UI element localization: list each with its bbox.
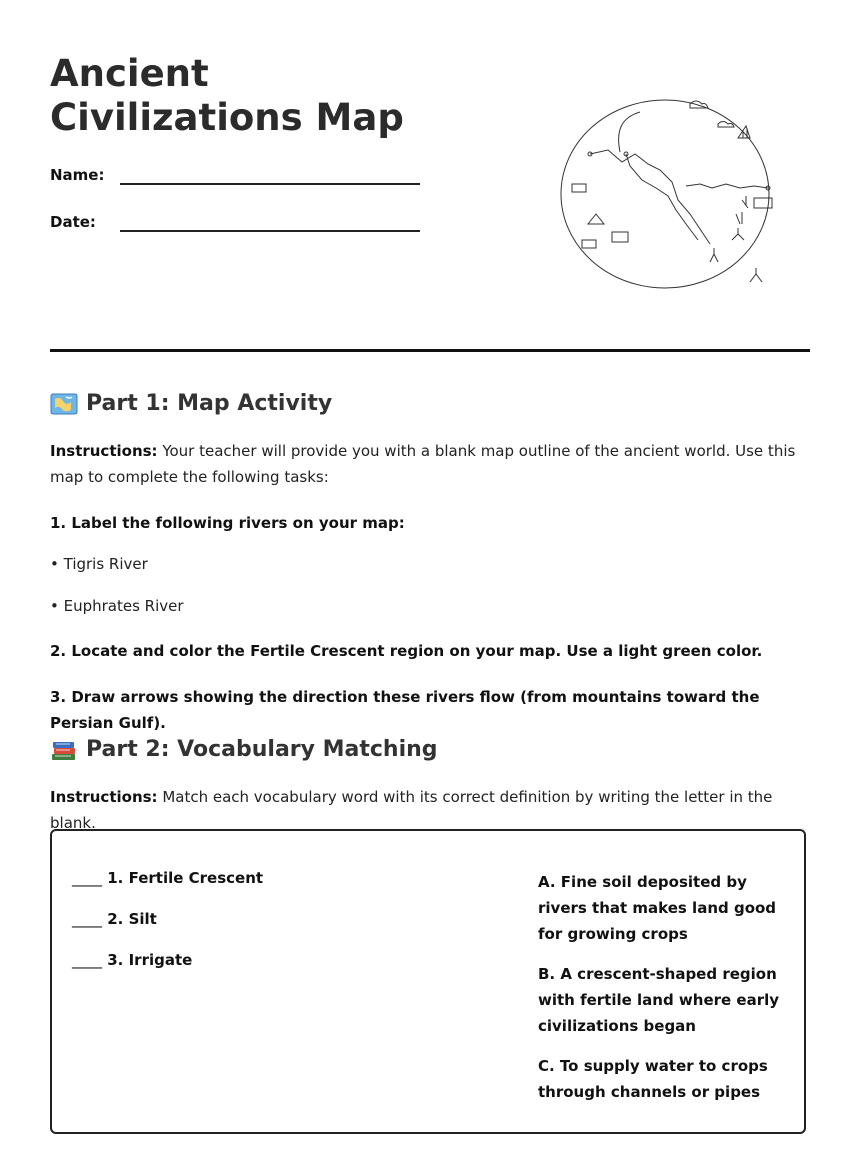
coast-curve [619, 112, 640, 152]
name-label: Name: [50, 166, 105, 184]
header-divider [50, 349, 810, 352]
part1-instructions [50, 438, 810, 490]
map-icon [50, 391, 78, 417]
name-field [50, 166, 120, 184]
part1-heading [50, 390, 332, 418]
date-blank-line [120, 230, 420, 232]
date-field [50, 213, 120, 231]
vocabulary-term [72, 951, 263, 992]
part1-instructions-text: Your teacher will provide you with a blank map outline of the ancient world. Use this map to complete the following tasks: [50, 442, 796, 486]
pyramid-1 [588, 214, 604, 224]
answer-blank: ____ [72, 869, 102, 887]
river-item-euphrates: • Euphrates River [50, 597, 184, 615]
vocabulary-term [72, 910, 263, 951]
house-1 [572, 184, 586, 192]
figure-3 [732, 228, 744, 240]
river-line-1 [590, 150, 710, 244]
answer-blank: ____ [72, 910, 102, 928]
part2-instructions-label: Instructions: [50, 788, 158, 806]
name-blank-line [120, 183, 420, 185]
term-text: 2. Silt [107, 910, 157, 928]
task-1: 1. Label the following rivers on your map: [50, 514, 405, 532]
definitions-list [538, 869, 798, 1119]
term-text: 1. Fertile Crescent [107, 869, 264, 887]
answer-blank: ____ [72, 951, 102, 969]
part2-heading [50, 736, 438, 764]
task-3: 3. Draw arrows showing the direction these rivers flow (from mountains toward the Persian Gulf). [50, 688, 760, 732]
coast-line [686, 184, 768, 188]
date-label: Date: [50, 213, 96, 231]
figure-4 [710, 248, 718, 262]
vocabulary-matching-box [50, 829, 806, 1134]
figure-5 [750, 268, 762, 282]
river-line-2 [626, 154, 698, 240]
definition-item: B. A crescent-shaped region with fertile land where early civilizations began [538, 965, 780, 1035]
ziggurat-1 [738, 126, 750, 138]
vocabulary-term [72, 869, 263, 910]
house-3 [582, 240, 596, 248]
ancient-world-map-illustration [560, 92, 780, 292]
part1-heading-text: Part 1: Map Activity [86, 391, 333, 416]
figure-2 [736, 212, 742, 224]
part1-instructions-label: Instructions: [50, 442, 158, 460]
task-2: 2. Locate and color the Fertile Crescent region on your map. Use a light green color. [50, 642, 763, 660]
part2-heading-text: Part 2: Vocabulary Matching [86, 737, 438, 762]
definition-item: A. Fine soil deposited by rivers that makes land good for growing crops [538, 873, 777, 943]
figure-1 [742, 196, 748, 208]
part2-instructions-text: Match each vocabulary word with its correct definition by writing the letter in the blank. [50, 788, 773, 832]
books-icon [50, 737, 78, 763]
definition-item: C. To supply water to crops through channels or pipes [538, 1057, 768, 1101]
term-text: 3. Irrigate [107, 951, 193, 969]
house-2 [612, 232, 628, 242]
river-item-tigris: • Tigris River [50, 555, 148, 573]
vocabulary-terms-list [72, 869, 263, 992]
worksheet-title: Ancient Civilizations Map [50, 52, 404, 139]
